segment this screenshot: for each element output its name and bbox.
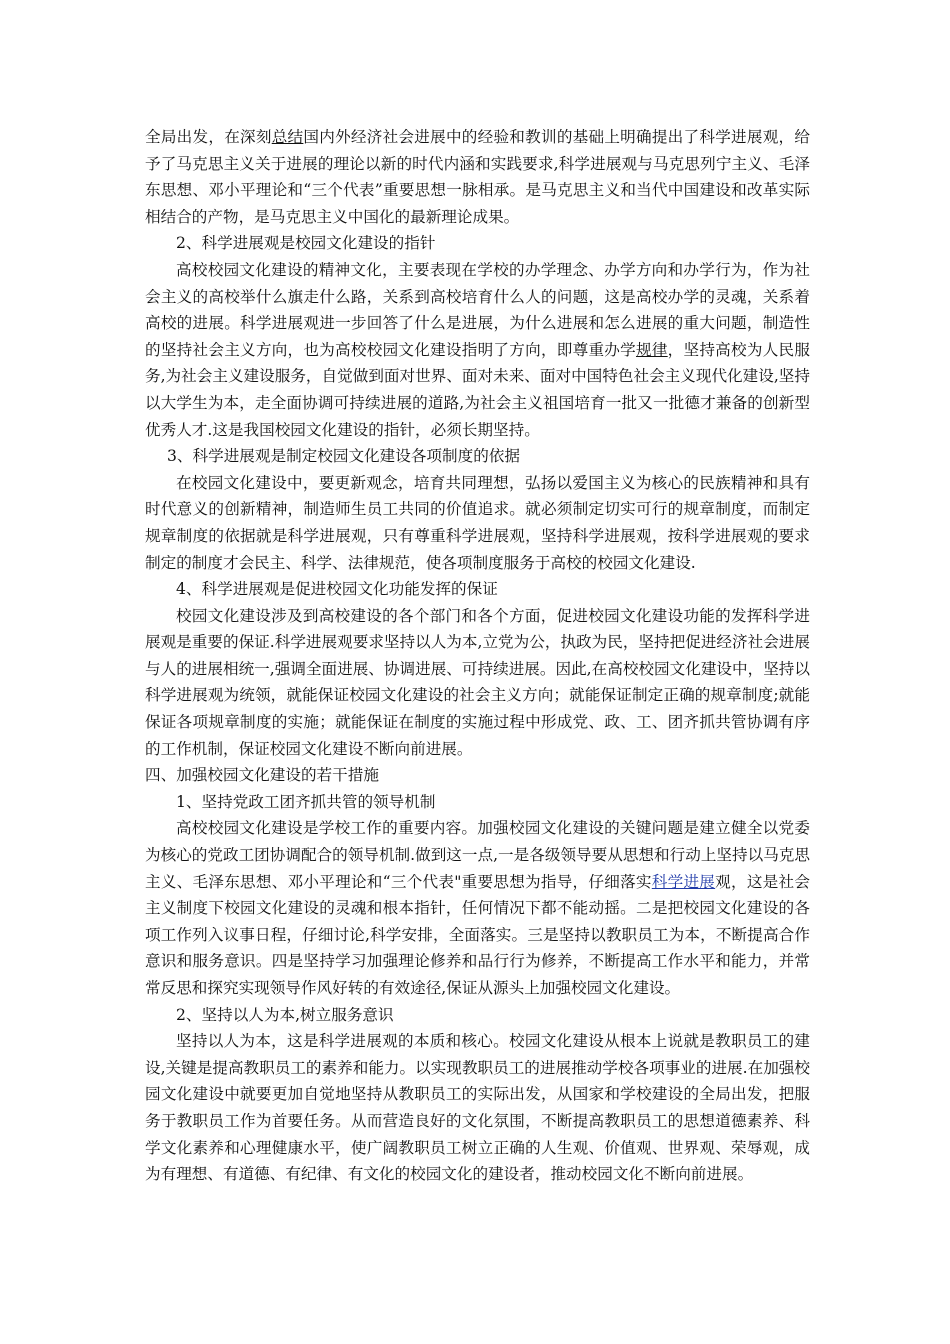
text-run: 观，这是社会主义制度下校园文化建设的灵魂和根本指针，任何情况下都不能动摇。二是把校园文化建设的各项工作列入议事日程，仔细讨论,科学安排，全面落实。三是坚持以教职员工为本，不断提高合作意识和服务意识。四是坚持学习加强理论修养和品行行为修养，不断提高工作水平和能力，并常常反思和探究实现领导作风好转的有效途径,保证从源头上加强校园文化建设。 [145, 872, 810, 997]
text-run: 2、坚持以人为本,树立服务意识 [176, 1005, 394, 1024]
inline-link[interactable]: 科学进展 [651, 872, 716, 891]
text-run: 全局出发，在深刻 [145, 128, 272, 146]
subsection-heading [145, 576, 810, 603]
subsection-heading [145, 230, 810, 257]
section-heading [145, 762, 810, 789]
subsection-heading [145, 789, 810, 816]
text-run: 校园文化建设涉及到高校建设的各个部门和各个方面，促进校园文化建设功能的发挥科学进展观是重要的保证.科学进展观要求坚持以人为本,立党为公，执政为民，坚持把促进经济社会进展与人的进展相统一,强调全面进展、协调进展、可持续进展。因此,在高校校园文化建设中，坚持以科学进展观为统领，就能保证校园文化建设的社会主义方向；就能保证制定正确的规章制度;就能保证各项规章制度的实施；就能保证在制度的实施过程中形成党、政、工、团齐抓共管协调有序的工作机制，保证校园文化建设不断向前进展。 [145, 606, 810, 758]
body-paragraph [145, 1028, 810, 1188]
body-paragraph [145, 470, 810, 576]
text-run: 3、科学进展观是制定校园文化建设各项制度的依据 [167, 447, 520, 466]
text-run: 高校校园文化建设是学校工作的重要内容。加强校园文化建设的关键问题是建立健全以党委为核心的党政工团协调配合的领导机制.做到这一点,一是各级领导要从思想和行动上坚持以马克思主义、毛泽东思想、邓小平理论和“三个代表"重要思想为指导，仔细落实 [145, 819, 810, 891]
subsection-heading [145, 443, 810, 470]
text-run: 高校校园文化建设的精神文化，主要表现在学校的办学理念、办学方向和办学行为，作为社会主义的高校举什么旗走什么路，关系到高校培育什么人的问题，这是高校办学的灵魂，关系着高校的进展。科学进展观进一步回答了什么是进展，为什么进展和怎么进展的重大问题，制造性的坚持社会主义方向，也为高校校园文化建设指明了方向，即尊重办学 [145, 260, 810, 359]
underlined-term[interactable]: 总结 [271, 128, 304, 146]
text-run: 4、科学进展观是促进校园文化功能发挥的保证 [176, 580, 498, 599]
text-run: 1、坚持党政工团齐抓共管的领导机制 [176, 792, 436, 811]
text-run: 国内外经济社会进展中的经验和教训的基础上明确提出了科学进展观，给予了马克思主义关于进展的理论以新的时代内涵和实践要求,科学进展观与马克思列宁主义、毛泽东思想、邓小平理论和“三个代表”重要思想一脉相承。是马克思主义和当代中国建设和改革实际相结合的产物，是马克思主义中国化的最新理论成果。 [145, 128, 810, 226]
body-paragraph [145, 257, 810, 443]
text-run: 四、加强校园文化建设的若干措施 [145, 766, 379, 785]
body-paragraph [145, 603, 810, 763]
subsection-heading [145, 1002, 810, 1029]
document-body [145, 124, 810, 1188]
text-run: 2、科学进展观是校园文化建设的指针 [176, 234, 436, 253]
text-run: 坚持以人为本，这是科学进展观的本质和核心。校园文化建设从根本上说就是教职员工的建设,关键是提高教职员工的素养和能力。以实现教职员工的进展推动学校各项事业的进展.在加强校园文化建设中就要更加自觉地坚持从教职员工的实际出发，从国家和学校建设的全局出发，把服务于教职员工作为首要任务。从而营造良好的文化氛围，不断提高教职员工的思想道德素养、科学文化素养和心理健康水平，使广阔教职员工树立正确的人生观、价值观、世界观、荣辱观，成为有理想、有道德、有纪律、有文化的校园文化的建设者，推动校园文化不断向前进展。 [145, 1032, 810, 1184]
text-run: ，坚持高校为人民服务,为社会主义建设服务，自觉做到面对世界、面对未来、面对中国特色社会主义现代化建设,坚持以大学生为本，走全面协调可持续进展的道路,为社会主义祖国培育一批又一批德才兼备的创新型优秀人才.这是我国校园文化建设的指针，必须长期坚持。 [145, 340, 810, 439]
underlined-term[interactable]: 规律 [635, 340, 668, 359]
body-paragraph [145, 815, 810, 1001]
text-run: 在校园文化建设中，要更新观念，培育共同理想，弘扬以爱国主义为核心的民族精神和具有时代意义的创新精神，制造师生员工共同的价值追求。就必须制定切实可行的规章制度，而制定规章制度的依据就是科学进展观，只有尊重科学进展观，坚持科学进展观，按科学进展观的要求制定的制度才会民主、科学、法律规范，使各项制度服务于高校的校园文化建设. [145, 473, 810, 572]
body-paragraph [145, 124, 810, 230]
